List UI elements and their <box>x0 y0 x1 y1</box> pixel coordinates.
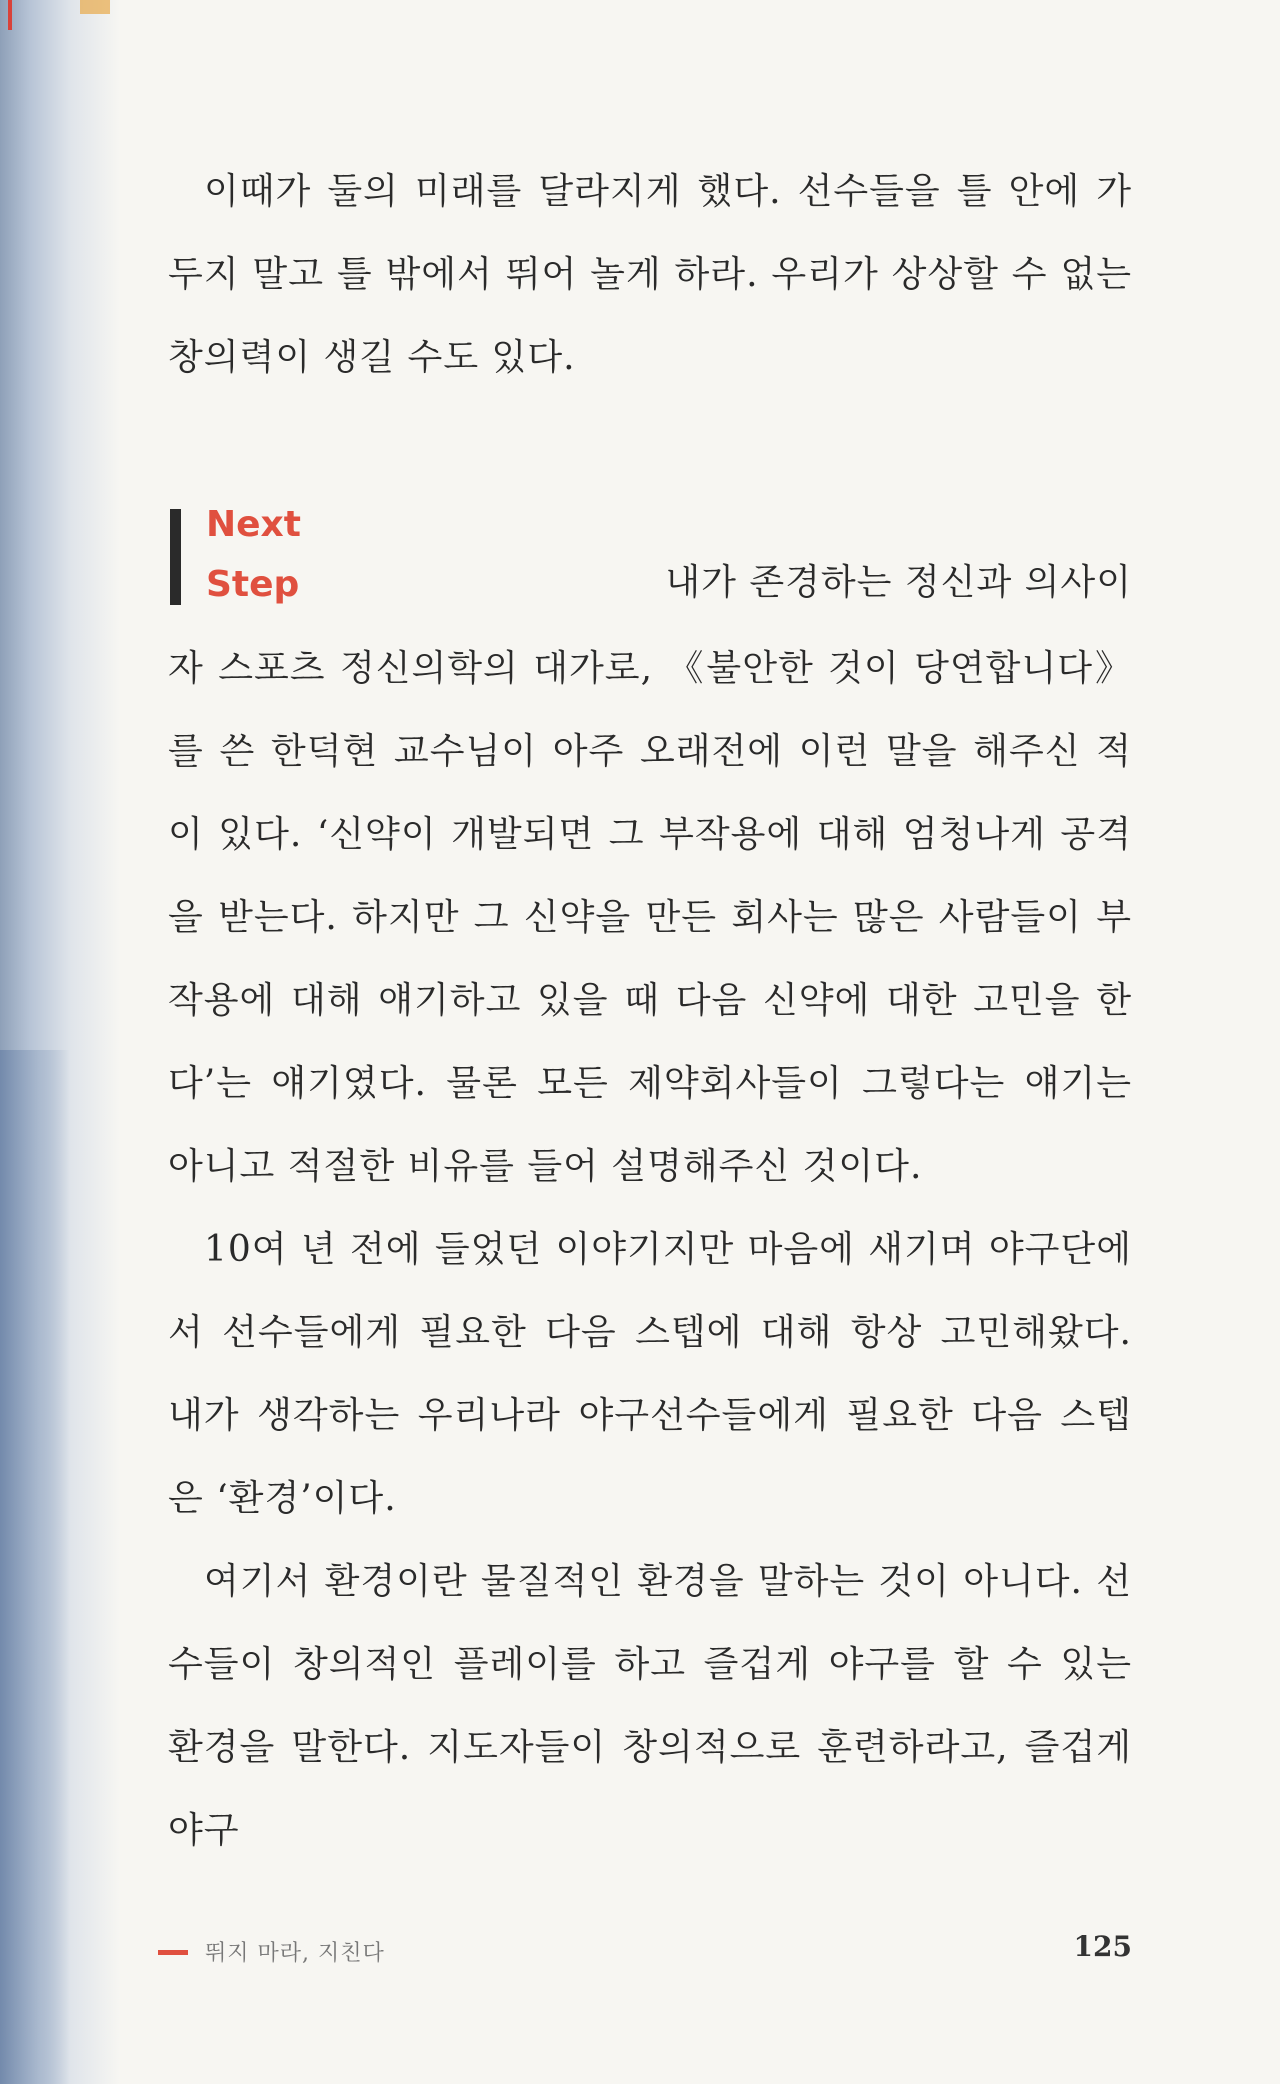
binding-blue-tint <box>0 1050 70 2084</box>
page-number: 125 <box>1073 1930 1132 1963</box>
intro-paragraph: 이때가 둘의 미래를 달라지게 했다. 선수들을 틀 안에 가두지 말고 틀 밖에서 뛰어 놀게 하라. 우리가 상상할 수 없는 창의력이 생길 수도 있다. <box>168 171 1132 378</box>
heading-label-line2: Step <box>206 564 300 605</box>
binding-orange-mark <box>80 0 110 14</box>
binding-red-mark <box>8 0 12 30</box>
section-paragraph: 자 스포츠 정신의학의 대가로, 《불안한 것이 당연합니다》를 쓴 한덕현 교수님이 아주 오래전에 이런 말을 해주신 적이 있다. ‘신약이 개발되면 그 부작용에 대해 엄청나게 공격을 받는다. 하지만 그 신약을 만든 회사는 많은 사람들이 부작용에 대해 얘기하고 있을 때 다음 신약에 대한 고민을 한다’는 얘기였다. 물론 모든 제약회사들이 그렇다는 얘기는 아니고 적절한 비유를 들어 설명해주신 것이다. <box>168 648 1132 1187</box>
page-body <box>168 150 1132 1872</box>
paragraph-3: 여기서 환경이란 물질적인 환경을 말하는 것이 아니다. 선수들이 창의적인 플레이를 하고 즐겁게 야구를 할 수 있는 환경을 말한다. 지도자들이 창의적으로 훈련하라고, 즐겁게 야구 <box>168 1561 1132 1851</box>
footer-book-title: 뛰지 마라, 지친다 <box>205 1941 385 1966</box>
heading-label <box>206 495 301 615</box>
heading-bar <box>170 509 181 605</box>
footer-dash <box>158 1950 188 1955</box>
section-heading <box>168 495 1132 615</box>
section-first-line: 내가 존경하는 정신과 의사이 <box>665 562 1132 603</box>
paragraph-2: 10여 년 전에 들었던 이야기지만 마음에 새기며 야구단에서 선수들에게 필요한 다음 스텝에 대해 항상 고민해왔다. 내가 생각하는 우리나라 야구선수들에게 필요한 다음 스텝은 ‘환경’이다. <box>168 1229 1132 1519</box>
heading-label-line1: Next <box>206 504 301 545</box>
